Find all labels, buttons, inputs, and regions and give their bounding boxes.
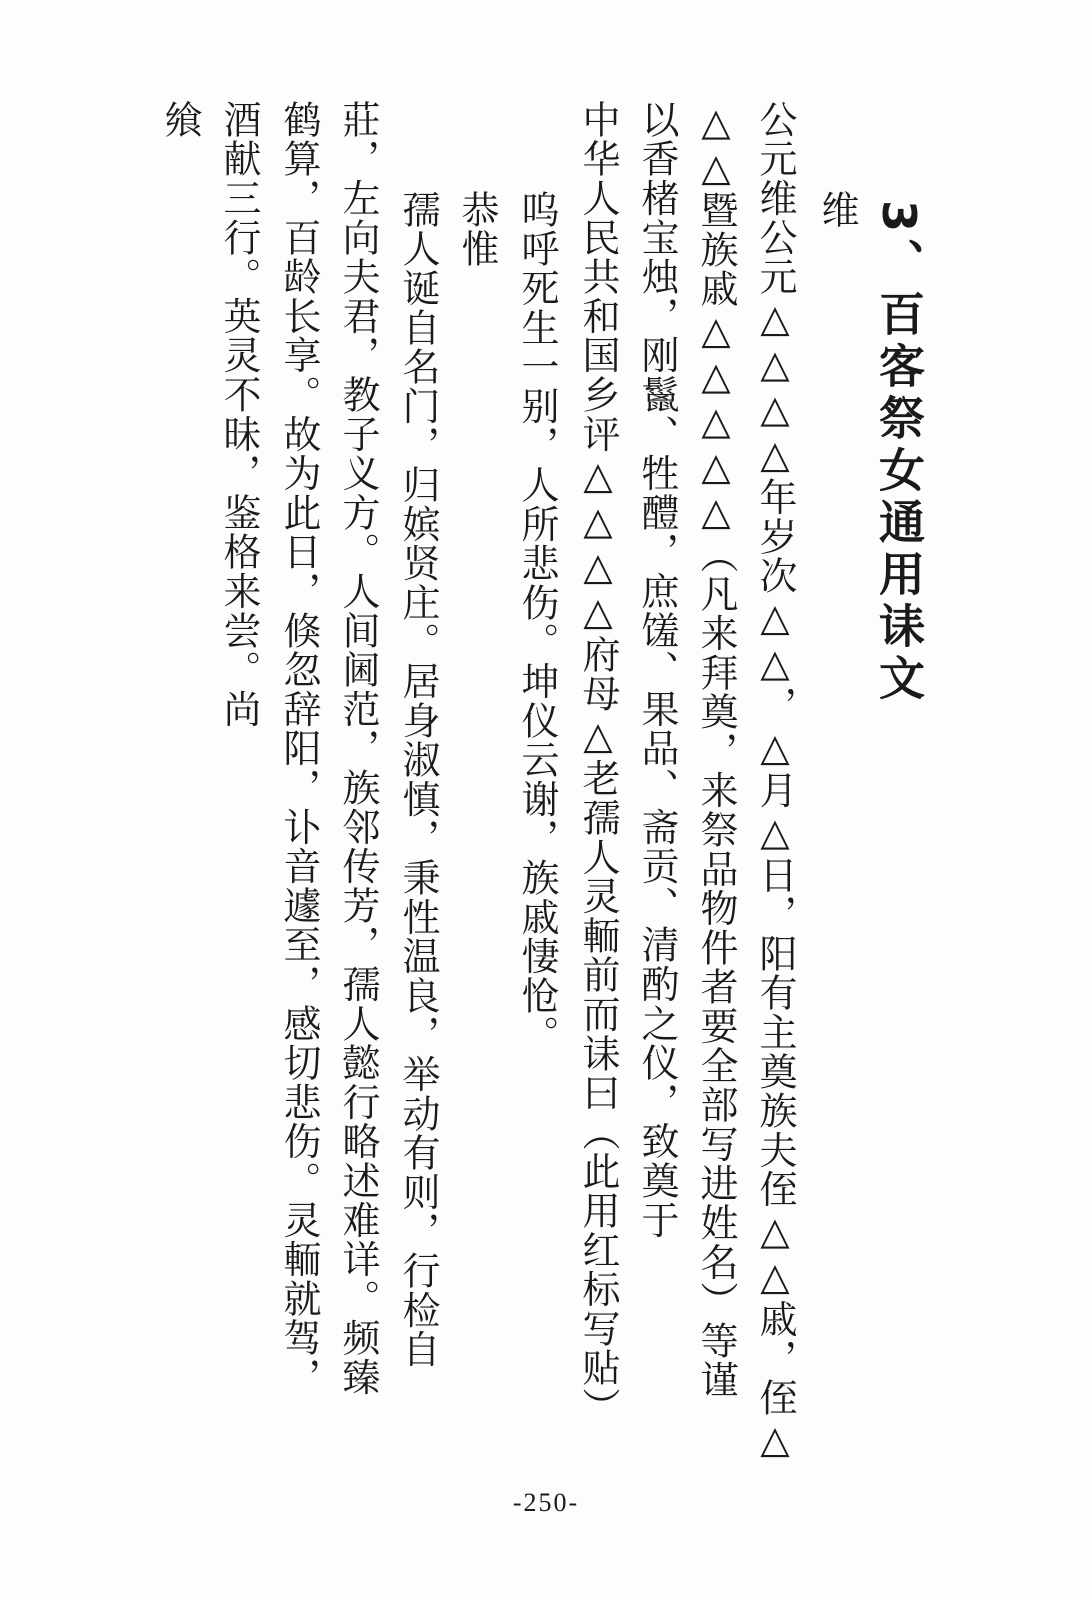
document-title: 3、百客祭女通用诔文 [872,200,926,707]
text-line-12: 飨 [158,100,202,140]
text-line-3: △△暨族戚△△△△△（凡来拜奠，来祭品物件者要全部写进姓名）等谨 [694,100,738,1400]
text-line-5: 中华人民共和国乡评△△△△府母△老孺人灵輀前而诔曰（此用红标写贴） [576,100,620,1427]
page-number: -250- [512,1488,580,1517]
text-line-1: 维 [815,190,859,230]
text-line-2: 公元维公元△△△△年岁次△△，△月△日，阳有主奠族夫侄△△戚，侄△ [753,100,797,1463]
text-line-9: 莊，左向夫君，教子义方。人间阃范，族邻传芳，孺人懿行略述难详。频臻 [336,100,380,1397]
text-line-11: 酒献三行。英灵不昧，鉴格来尝。尚 [217,100,261,729]
text-line-4: 以香楮宝烛，刚鬣、牲醴，庶馐、果品、斋贡、清酌之仪，致奠于 [635,100,679,1240]
text-line-7: 恭惟 [455,190,499,269]
text-line-10: 鹤算，百龄长享。故为此日，倏忽辞阳，讣音遽至，感切悲伤。灵輀就驾， [277,100,321,1397]
text-line-6: 呜呼死生一别，人所悲伤。坤仪云谢，族戚悽怆。 [515,190,559,1055]
text-line-8: 孺人诞自名门，归嫔贤庄。居身淑慎，秉性温良，举动有则，行检自 [396,190,440,1369]
